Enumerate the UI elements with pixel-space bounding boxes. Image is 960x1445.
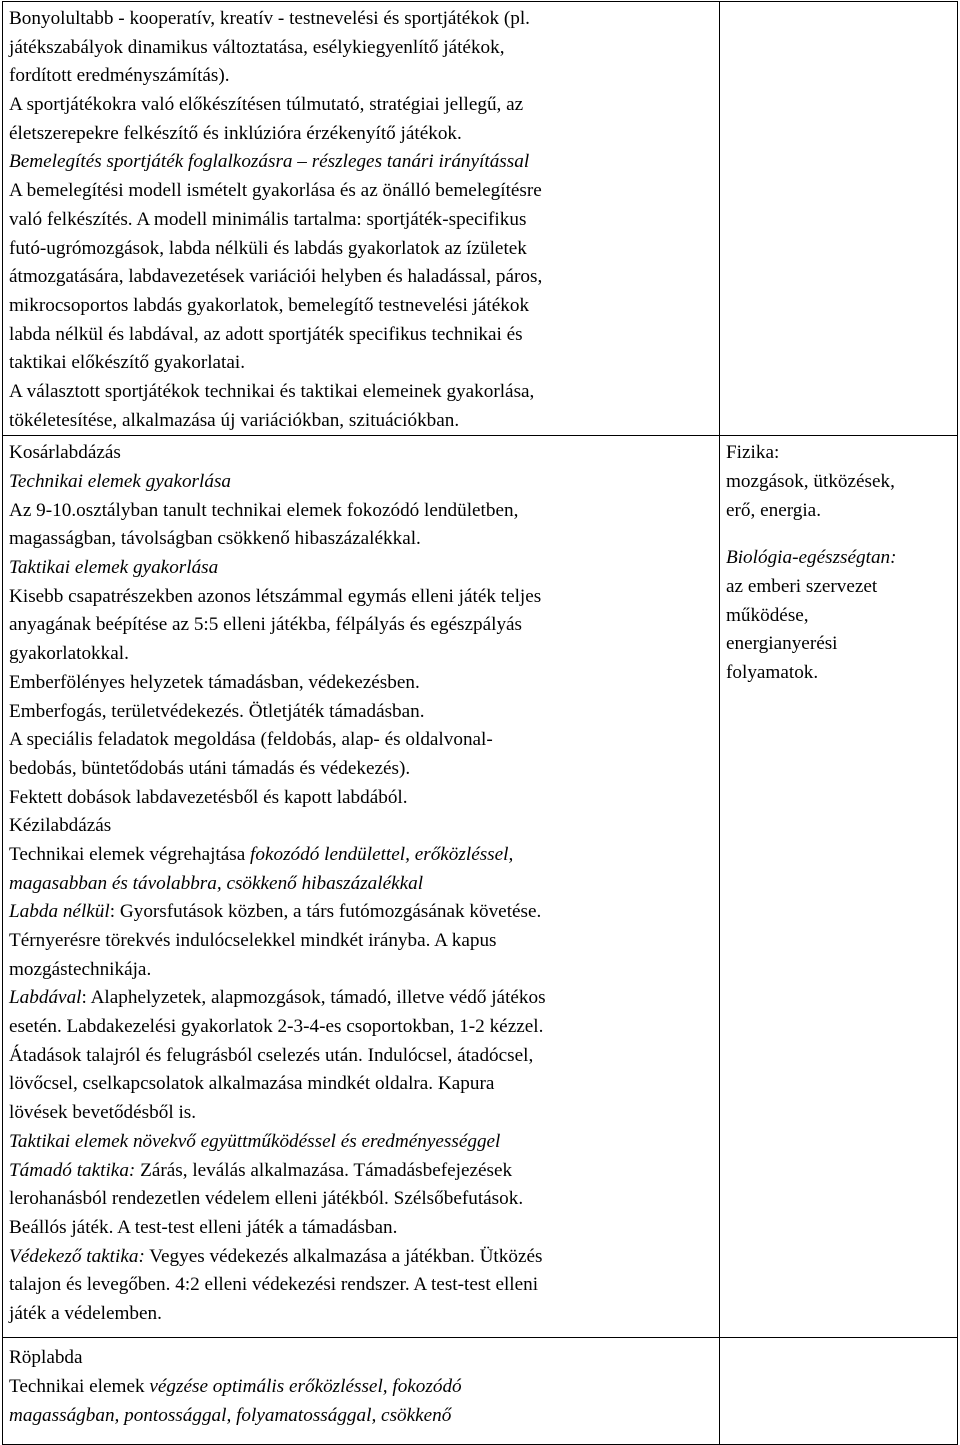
- text-line: A sportjátékokra való előkészítésen túlmutató, stratégiai jellegű, az: [9, 94, 524, 116]
- content-cell-sports: [3, 436, 720, 1338]
- table-row: [3, 1338, 958, 1445]
- text-line: talajon és levegőben. 4:2 elleni védekezési rendszer. A test-test elleni: [9, 1274, 539, 1296]
- text-line: Az 9-10.osztályban tanult technikai elemek fokozódó lendületben,: [9, 499, 519, 521]
- warmup-heading: Bemelegítés sportjáték foglalkozásra – részleges tanári irányítással: [9, 151, 530, 173]
- text-line: gyakorlatokkal.: [9, 643, 129, 665]
- text-line: lövések bevetődésből is.: [9, 1102, 197, 1124]
- text-span: Vegyes védekezés alkalmazása a játékban. Ütközés: [144, 1245, 543, 1267]
- text-line: magasságban, távolságban csökkenő hibaszázalékkal.: [9, 528, 421, 550]
- volleyball-heading: Röplabda: [9, 1347, 83, 1369]
- text-line: A választott sportjátékok technikai és taktikai elemeinek gyakorlása,: [9, 380, 535, 402]
- text-line: [9, 898, 713, 927]
- text-line: Átadások talajról és felugrásból cselezés után. Indulócsel, átadócsel,: [9, 1044, 534, 1066]
- text-line: magasságban, pontossággal, folyamatossággal, csökkenő: [9, 1404, 452, 1426]
- text-line: magasabban és távolabbra, csökkenő hibaszázalékkal: [9, 872, 424, 894]
- text-span-italic: végzése optimális erőközléssel, fokozódó: [149, 1376, 462, 1397]
- text-line: mozgások, ütközések,: [726, 471, 895, 492]
- basketball-heading: Kosárlabdázás: [9, 442, 121, 464]
- physics-heading: Fizika:: [726, 442, 780, 464]
- text-line: energianyerési: [726, 633, 838, 655]
- text-line: Emberfölényes helyzetek támadásban, védekezésben.: [9, 671, 420, 693]
- text-line: Beállós játék. A test-test elleni játék a támadásban.: [9, 1216, 398, 1238]
- curriculum-table: [2, 1, 958, 1445]
- text-line: az emberi szervezet: [726, 576, 878, 598]
- text-line: játékszabályok dinamikus változtatása, esélykiegyenlítő játékok,: [9, 36, 505, 58]
- text-line: tökéletesítése, alkalmazása új variációkban, szituációkban.: [9, 409, 460, 431]
- basketball-tactical-heading: Taktikai elemek gyakorlása: [9, 557, 219, 579]
- text-line: Térnyerésre törekvés indulócselekkel mindkét irányba. A kapus: [9, 930, 497, 951]
- text-line: labda nélkül és labdával, az adott sportjáték specifikus technikai és: [9, 323, 523, 345]
- text-line: Emberfogás, területvédekezés. Ötletjáték támadásban.: [9, 700, 425, 722]
- text-line: [9, 1243, 713, 1272]
- text-line: [9, 1157, 713, 1186]
- text-line: futó-ugrómozgások, labda nélküli és labdás gyakorlatok az ízületek: [9, 237, 527, 259]
- text-line: életszerepekre felkészítő és inklúzióra érzékenyítő játékok.: [9, 122, 462, 144]
- text-line: A speciális feladatok megoldása (feldobás, alap- és oldalvonal-: [9, 729, 493, 751]
- text-span: Technikai elemek: [9, 1376, 150, 1397]
- text-line: folyamatok.: [726, 662, 819, 684]
- text-span-italic: fokozódó lendülettel, erőközléssel,: [250, 843, 514, 865]
- text-line: lerohanásból rendezetlen védelem elleni játékból. Szélsőbefutások.: [9, 1188, 524, 1210]
- text-span: Technikai elemek végrehajtása: [9, 843, 251, 865]
- text-line: működése,: [726, 604, 809, 626]
- table-row: [3, 436, 958, 1338]
- text-line: átmozgatására, labdavezetések variációi helyben és haladással, páros,: [9, 266, 543, 288]
- spacer: [726, 525, 951, 544]
- text-line: Kisebb csapatrészekben azonos létszámmal egymás elleni játék teljes: [9, 585, 542, 607]
- text-line: való felkészítés. A modell minimális tartalma: sportjáték-specifikus: [9, 208, 527, 230]
- text-line: fordított eredményszámítás).: [9, 65, 230, 87]
- text-line: Fektett dobások labdavezetésből és kapott labdából.: [9, 786, 408, 808]
- text-line: Bonyolultabb - kooperatív, kreatív - testnevelési és sportjátékok (pl.: [9, 8, 530, 29]
- text-line: taktikai előkészítő gyakorlatai.: [9, 352, 246, 374]
- text-line: erő, energia.: [726, 499, 822, 521]
- text-line: [9, 841, 713, 870]
- text-line: mikrocsoportos labdás gyakorlatok, bemelegítő testnevelési játékok: [9, 294, 530, 316]
- handball-tactics-heading: Taktikai elemek növekvő együttműködéssel és eredményességgel: [9, 1130, 501, 1152]
- table-row: [3, 2, 958, 436]
- handball-heading: Kézilabdázás: [9, 815, 112, 837]
- text-line: bedobás, büntetődobás utáni támadás és védekezés).: [9, 757, 411, 779]
- with-ball-label: Labdával: [9, 987, 82, 1009]
- text-span: Zárás, leválás alkalmazása. Támadásbefejezések: [135, 1159, 513, 1181]
- text-line: játék a védelemben.: [9, 1302, 162, 1324]
- text-line: mozgástechnikája.: [9, 958, 152, 980]
- basketball-technical-heading: Technikai elemek gyakorlása: [9, 471, 232, 492]
- attack-label: Támadó taktika:: [9, 1159, 136, 1181]
- text-line: [9, 1373, 713, 1402]
- content-cell-general: [3, 2, 720, 436]
- text-span: : Gyorsfutások közben, a társ futómozgásának követése.: [109, 901, 542, 923]
- content-cell-volleyball: [3, 1338, 720, 1445]
- text-span: : Alaphelyzetek, alapmozgások, támadó, illetve védő játékos: [81, 987, 546, 1009]
- text-line: [9, 984, 713, 1013]
- text-line: anyagának beépítése az 5:5 elleni játékba, félpályás és egészpályás: [9, 614, 523, 636]
- side-cell-crossref: [720, 436, 958, 1338]
- defense-label: Védekező taktika:: [9, 1245, 145, 1267]
- text-line: A bemelegítési modell ismételt gyakorlása és az önálló bemelegítésre: [9, 180, 542, 202]
- side-cell-empty: [720, 2, 958, 436]
- no-ball-label: Labda nélkül: [9, 901, 110, 923]
- text-line: esetén. Labdakezelési gyakorlatok 2-3-4-es csoportokban, 1-2 kézzel.: [9, 1016, 544, 1038]
- biology-heading: Biológia-egészségtan:: [726, 547, 897, 569]
- text-line: lövőcsel, cselkapcsolatok alkalmazása mindkét oldalra. Kapura: [9, 1073, 495, 1095]
- side-cell-empty: [720, 1338, 958, 1445]
